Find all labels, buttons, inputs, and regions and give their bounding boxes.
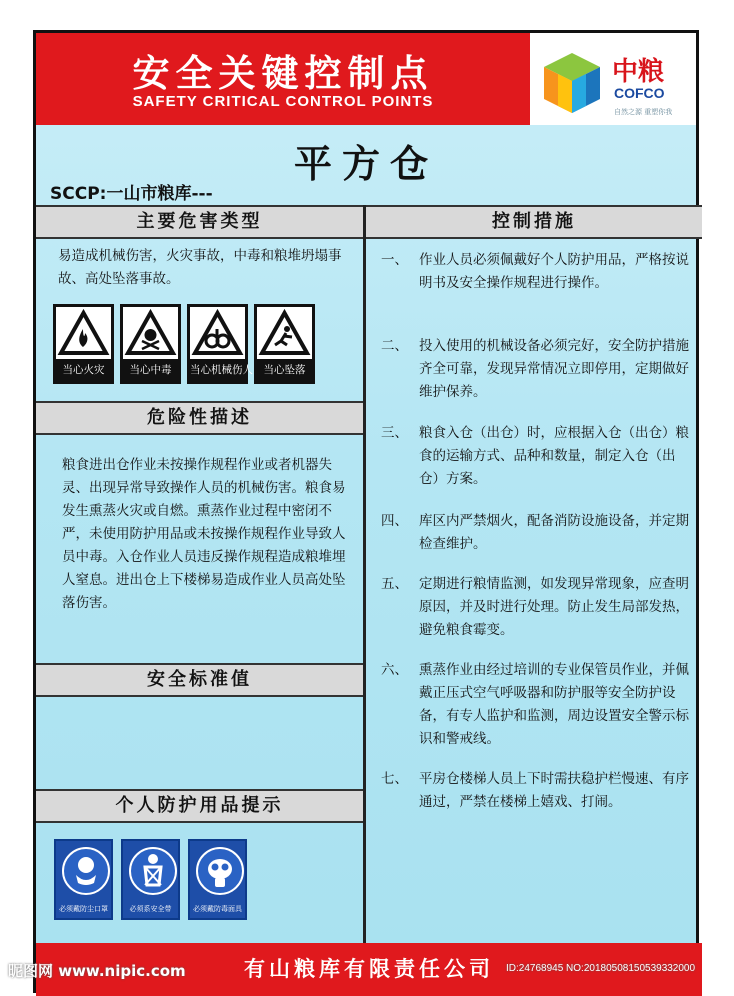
safety-board	[33, 30, 699, 993]
measure-text: 粮食入仓（出仓）时，应根据入仓（出仓）粮食的运输方式、品种和数量，制定入仓（出仓）方案。	[419, 425, 689, 487]
sign-label: 当心火灾	[56, 359, 111, 381]
measure-item	[381, 422, 691, 491]
control-measures-heading: 控制措施	[366, 205, 702, 239]
measure-number: 二、	[381, 338, 408, 354]
fall-warning-icon	[257, 307, 312, 361]
measure-text: 库区内严禁烟火，配备消防设施设备，并定期检查维护。	[419, 513, 689, 552]
measure-number: 七、	[381, 771, 408, 787]
header-title-cn: 安全关键控制点	[132, 52, 434, 95]
sign-label: 当心机械伤人	[190, 359, 245, 381]
measure-text: 熏蒸作业由经过培训的专业保管员作业，并佩戴正压式空气呼吸器和防护服等安全防护设备，有专人监护和监测，周边设置安全警示标识和警戒线。	[419, 662, 689, 747]
cofco-logo	[530, 33, 696, 125]
measure-number: 六、	[381, 662, 408, 678]
column-divider	[363, 205, 366, 943]
ppe-label: 必须戴防毒面具	[193, 905, 242, 913]
ppe-label: 必须戴防尘口罩	[59, 905, 108, 913]
measure-item	[381, 659, 691, 751]
company-name: 有山粮库有限责任公司	[244, 957, 494, 981]
dust-mask-sign	[54, 839, 113, 920]
measure-number: 一、	[381, 252, 408, 268]
page-title: 平方仓	[293, 142, 438, 186]
poison-warning-icon	[123, 307, 178, 361]
measure-number: 四、	[381, 513, 408, 529]
measure-text: 作业人员必须佩戴好个人防护用品，严格按说明书及安全操作规程进行操作。	[419, 252, 689, 291]
poison-warning-sign	[120, 304, 181, 384]
ppe-heading: 个人防护用品提示	[36, 789, 363, 823]
logo-en-text: COFCO	[614, 85, 665, 101]
header-banner	[36, 33, 530, 125]
safety-harness-icon	[129, 847, 177, 895]
measure-number: 三、	[381, 425, 408, 441]
watermark-left: 昵图网 www.nipic.com	[8, 962, 186, 980]
watermark-right: ID:24768945 NO:20180508150539332000	[506, 963, 696, 974]
fall-warning-sign	[254, 304, 315, 384]
safety-standard-heading: 安全标准值	[36, 663, 363, 697]
sign-label: 当心坠落	[257, 359, 312, 381]
gas-mask-sign	[188, 839, 247, 920]
measure-item	[381, 249, 691, 295]
cofco-cube-icon	[538, 49, 606, 117]
measure-item	[381, 768, 691, 814]
measure-item	[381, 335, 691, 404]
risk-description-text: 粮食进出仓作业未按操作规程作业或者机器失灵、出现异常导致操作人员的机械伤害。粮食易发生熏蒸火灾或自燃。熏蒸作业过程中密闭不严，未使用防护用品或未按操作规程作业导致人员中毒。入仓作业人员违反操作规程造成粮堆埋人窒息。进出仓上下楼梯易造成作业人员高处坠落伤害。	[62, 457, 346, 611]
dust-mask-icon	[62, 847, 110, 895]
sccp-label: SCCP:一山市粮库---	[50, 184, 213, 204]
hazard-types-heading: 主要危害类型	[36, 205, 363, 239]
machinery-warning-sign	[187, 304, 253, 384]
measure-text: 定期进行粮情监测，如发现异常现象，应查明原因，并及时进行处理。防止发生局部发热，避免粮食霉变。	[419, 576, 689, 638]
measure-text: 投入使用的机械设备必须完好，安全防护措施齐全可靠，发现异常情况立即停用，定期做好维护保养。	[419, 338, 689, 400]
safety-harness-sign	[121, 839, 180, 920]
hazard-types-text: 易造成机械伤害，火灾事故，中毒和粮堆坍塌事故、高处坠落事故。	[58, 248, 342, 287]
machinery-warning-icon	[190, 307, 245, 361]
fire-warning-icon	[56, 307, 111, 361]
measure-item	[381, 510, 691, 556]
ppe-label: 必须系安全带	[129, 905, 172, 913]
ppe-signs	[54, 839, 247, 920]
header-title-en: SAFETY CRITICAL CONTROL POINTS	[132, 93, 434, 110]
fire-warning-sign	[53, 304, 114, 384]
logo-cn-text: 中粮	[612, 57, 665, 87]
measure-number: 五、	[381, 576, 408, 592]
measure-item	[381, 573, 691, 642]
sign-label: 当心中毒	[123, 359, 178, 381]
gas-mask-icon	[196, 847, 244, 895]
hazard-signs	[53, 304, 317, 384]
logo-slogan: 自然之源 重塑你我	[614, 108, 673, 116]
risk-description-heading: 危险性描述	[36, 401, 363, 435]
measure-text: 平房仓楼梯人员上下时需扶稳护栏慢速、有序通过，严禁在楼梯上嬉戏、打闹。	[419, 771, 689, 810]
